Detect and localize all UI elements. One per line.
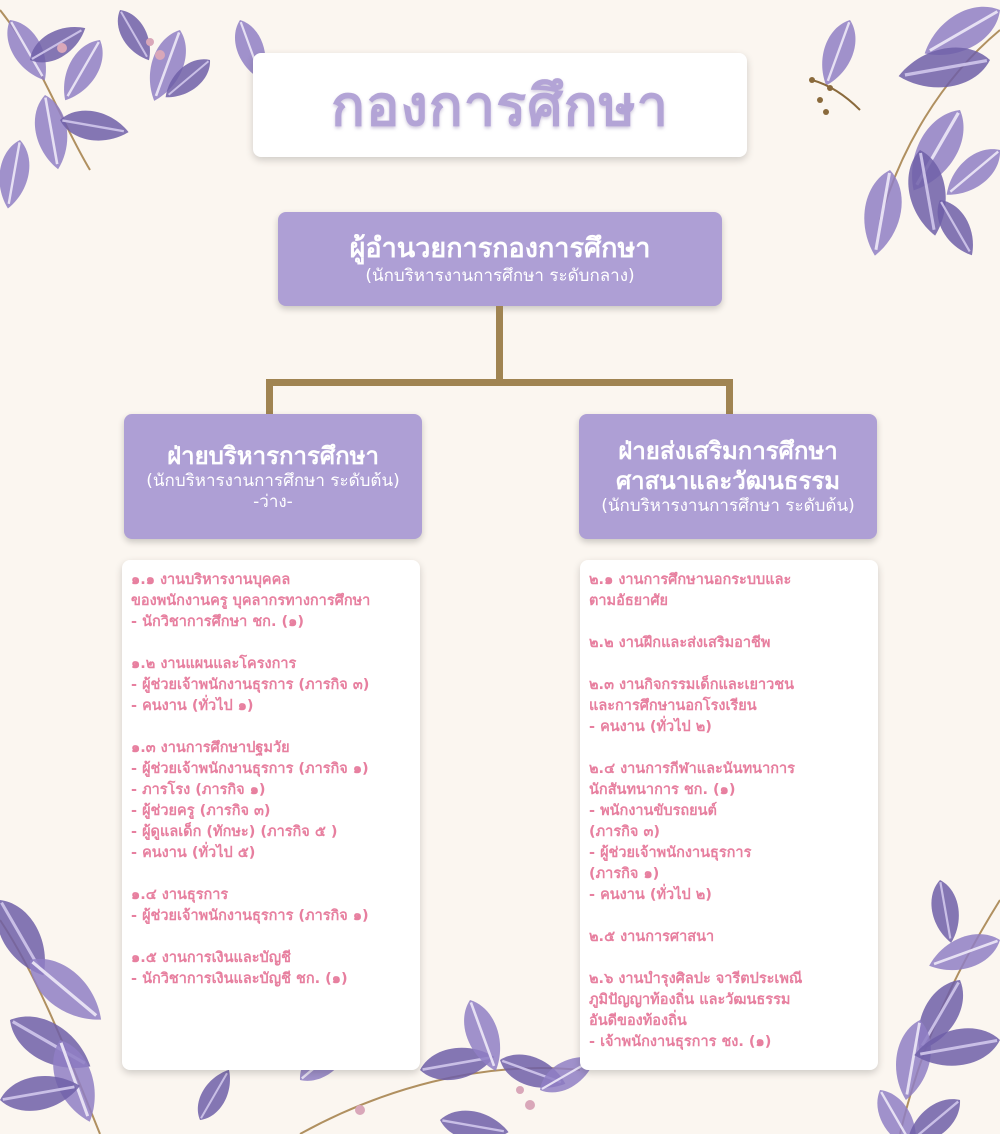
task-line: (ภารกิจ ๓) [589, 824, 660, 840]
bottom-right-leaves [868, 878, 1000, 1134]
right-division-subtitle: (นักบริหารงานการศึกษา ระดับต้น) [601, 496, 855, 516]
task-line: - ผู้ช่วยเจ้าพนักงานธุรการ (ภารกิจ ๓) [131, 677, 370, 693]
task-line: (ภารกิจ ๑) [589, 866, 660, 882]
task-line: - พนักงานขับรถยนต์ [589, 803, 717, 819]
task-line: ๑.๕ งานการเงินและบัญชี [131, 950, 291, 966]
left-division-box [124, 414, 422, 539]
task-line: และการศึกษานอกโรงเรียน [589, 698, 757, 714]
task-line: - คนงาน (ทั่วไป ๒) [589, 887, 712, 903]
task-line: ๑.๓ งานการศึกษาปฐมวัย [131, 740, 290, 756]
task-section [589, 570, 872, 612]
connector-horizontal [266, 379, 733, 386]
task-line: ตามอัธยาศัย [589, 593, 669, 609]
left-division-subtitle: (นักบริหารงานการศึกษา ระดับต้น) [146, 470, 400, 491]
left-division-status: -ว่าง- [253, 491, 293, 512]
page-title: กองการศึกษา [330, 73, 670, 139]
task-section [589, 927, 872, 948]
task-line: - คนงาน (ทั่วไป ๕) [131, 845, 256, 861]
task-line: อันดีของท้องถิ่น [589, 1013, 687, 1029]
left-division-title: ฝ่ายบริหารการศึกษา [167, 441, 379, 470]
task-section [589, 633, 872, 654]
task-line: ๑.๑ งานบริหารงานบุคคล [131, 572, 291, 588]
task-line: ๑.๔ งานธุรการ [131, 887, 229, 903]
task-line: ภูมิปัญญาท้องถิ่น และวัฒนธรรม [589, 992, 791, 1008]
task-line: - คนงาน (ทั่วไป ๑) [131, 698, 254, 714]
top-left-leaves [0, 4, 274, 211]
task-line: ๒.๒ งานฝึกและส่งเสริมอาชีพ [589, 635, 771, 651]
connector-vertical-top [496, 306, 503, 382]
top-right-leaves [809, 0, 1000, 262]
task-line: - ผู้ดูแลเด็ก (ทักษะ) (ภารกิจ ๕ ) [131, 824, 338, 840]
task-line: - ผู้ช่วยเจ้าพนักงานธุรการ (ภารกิจ ๑) [131, 908, 369, 924]
task-line: - เจ้าพนักงานธุรการ ชง. (๑) [589, 1034, 772, 1050]
task-line: ๒.๔ งานการกีฬาและนันทนาการ [589, 761, 795, 777]
task-section [131, 948, 414, 990]
task-line: ๒.๓ งานกิจกรรมเด็กและเยาวชน [589, 677, 795, 693]
task-line: นักสันทนาการ ชก. (๑) [589, 782, 736, 798]
task-section [131, 570, 414, 633]
task-line: - ผู้ช่วยเจ้าพนักงานธุรการ (ภารกิจ ๑) [131, 761, 369, 777]
task-line: ๒.๖ งานบำรุงศิลปะ จารีตประเพณี [589, 971, 803, 987]
task-line: - นักวิชาการศึกษา ชก. (๑) [131, 614, 304, 630]
task-line: ๒.๑ งานการศึกษานอกระบบและ [589, 572, 792, 588]
task-section [589, 759, 872, 906]
task-line: - คนงาน (ทั่วไป ๒) [589, 719, 712, 735]
director-subtitle: (นักบริหารงานการศึกษา ระดับกลาง) [365, 265, 635, 286]
task-line: - ผู้ช่วยครู (ภารกิจ ๓) [131, 803, 271, 819]
director-title: ผู้อำนวยการกองการศึกษา [349, 232, 651, 264]
left-task-list [122, 560, 420, 1070]
task-section [131, 885, 414, 927]
task-line: ของพนักงานครู บุคลากรทางการศึกษา [131, 593, 371, 609]
connector-right-drop [726, 379, 733, 415]
director-box [278, 212, 722, 306]
task-section [589, 969, 872, 1053]
task-section [589, 675, 872, 738]
task-line: - ภารโรง (ภารกิจ ๑) [131, 782, 266, 798]
right-task-list [580, 560, 878, 1070]
task-line: - นักวิชาการเงินและบัญชี ชก. (๑) [131, 971, 348, 987]
task-section [131, 654, 414, 717]
task-line: ๒.๕ งานการศาสนา [589, 929, 715, 945]
page-title-box [253, 53, 747, 157]
task-line: ๑.๒ งานแผนและโครงการ [131, 656, 297, 672]
task-line: - ผู้ช่วยเจ้าพนักงานธุรการ [589, 845, 752, 861]
right-division-box [579, 414, 877, 539]
task-section [131, 738, 414, 864]
right-division-title-line1: ฝ่ายส่งเสริมการศึกษา [618, 437, 838, 465]
connector-left-drop [266, 379, 273, 415]
right-division-title-line2: ศาสนาและวัฒนธรรม [615, 467, 841, 495]
